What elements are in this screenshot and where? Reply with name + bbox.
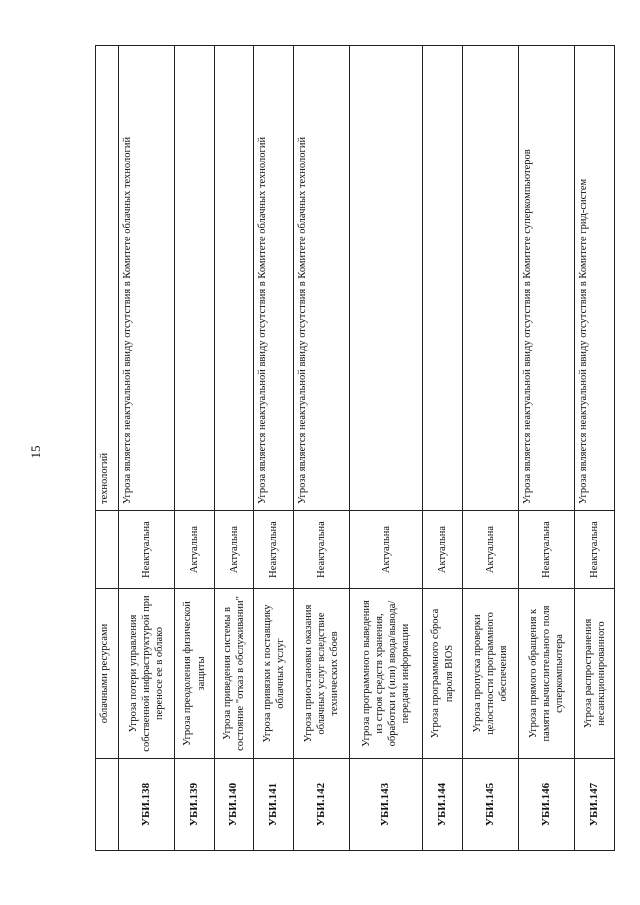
status-cell: Неактуальна [575,511,615,589]
page-number: 15 [28,445,43,459]
continuation-note-cell: технологий [96,46,119,511]
status-cell: Неактуальна [294,511,350,589]
table-row [294,46,350,851]
threat-id-cell: УБИ.147 [575,759,615,851]
threat-name-cell: Угроза прямого обращения к памяти вычислительного поля суперкомпьютера [519,589,575,759]
threat-table-rotated [95,46,615,851]
status-cell: Неактуальна [519,511,575,589]
threat-name-cell: Угроза привязки к поставщику облачных услуг [254,589,294,759]
status-cell: Неактуальна [254,511,294,589]
threat-name-cell: Угроза программного сброса пароля BIOS [423,589,463,759]
status-cell: Актуальна [350,511,423,589]
threat-table [95,45,615,851]
table-row [423,46,463,851]
threat-id-cell: УБИ.139 [175,759,215,851]
threat-id-cell: УБИ.140 [214,759,254,851]
continuation-status-cell [96,511,119,589]
continuation-id-cell [96,759,119,851]
threat-name-cell: Угроза пропуска проверки целостности программного обеспечения [462,589,518,759]
threat-name-cell: Угроза преодоления физической защиты [175,589,215,759]
threat-id-cell: УБИ.144 [423,759,463,851]
threat-id-cell: УБИ.146 [519,759,575,851]
justification-cell [462,46,518,511]
justification-cell [423,46,463,511]
table-row [175,46,215,851]
table-row [462,46,518,851]
threat-id-cell: УБИ.143 [350,759,423,851]
table-row [214,46,254,851]
table-row [119,46,175,851]
threat-id-cell: УБИ.142 [294,759,350,851]
threat-id-cell: УБИ.145 [462,759,518,851]
continuation-name-cell: облачными ресурсами [96,589,119,759]
status-cell: Актуальна [175,511,215,589]
table-row [575,46,615,851]
threat-name-cell: Угроза программного выведения из строя средств хранения, обработки и (или) ввода/вывода/передачи информации [350,589,423,759]
continuation-row [96,46,119,851]
justification-cell: Угроза является неактуальной ввиду отсутствия в Комитете облачных технологий [119,46,175,511]
justification-cell [214,46,254,511]
table-row [350,46,423,851]
status-cell: Актуальна [462,511,518,589]
justification-cell: Угроза является неактуальной ввиду отсутствия в Комитете облачных технологий [254,46,294,511]
justification-cell [175,46,215,511]
justification-cell [350,46,423,511]
threat-name-cell: Угроза потери управления собственной инфраструктурой при переносе ее в облако [119,589,175,759]
justification-cell: Угроза является неактуальной ввиду отсутствия в Комитете облачных технологий [294,46,350,511]
threat-name-cell: Угроза распространения несанкционированного [575,589,615,759]
status-cell: Неактуальна [119,511,175,589]
table-row [254,46,294,851]
threat-name-cell: Угроза приостановки оказания облачных услуг вследствие технических сбоев [294,589,350,759]
table-row [519,46,575,851]
status-cell: Актуальна [214,511,254,589]
threat-id-cell: УБИ.138 [119,759,175,851]
status-cell: Актуальна [423,511,463,589]
threat-id-cell: УБИ.141 [254,759,294,851]
justification-cell: Угроза является неактуальной ввиду отсутствия в Комитете суперкомпьютеров [519,46,575,511]
justification-cell: Угроза является неактуальной ввиду отсутствия в Комитете грид-систем [575,46,615,511]
threat-name-cell: Угроза приведения системы в состояние "отказ в обслуживании" [214,589,254,759]
